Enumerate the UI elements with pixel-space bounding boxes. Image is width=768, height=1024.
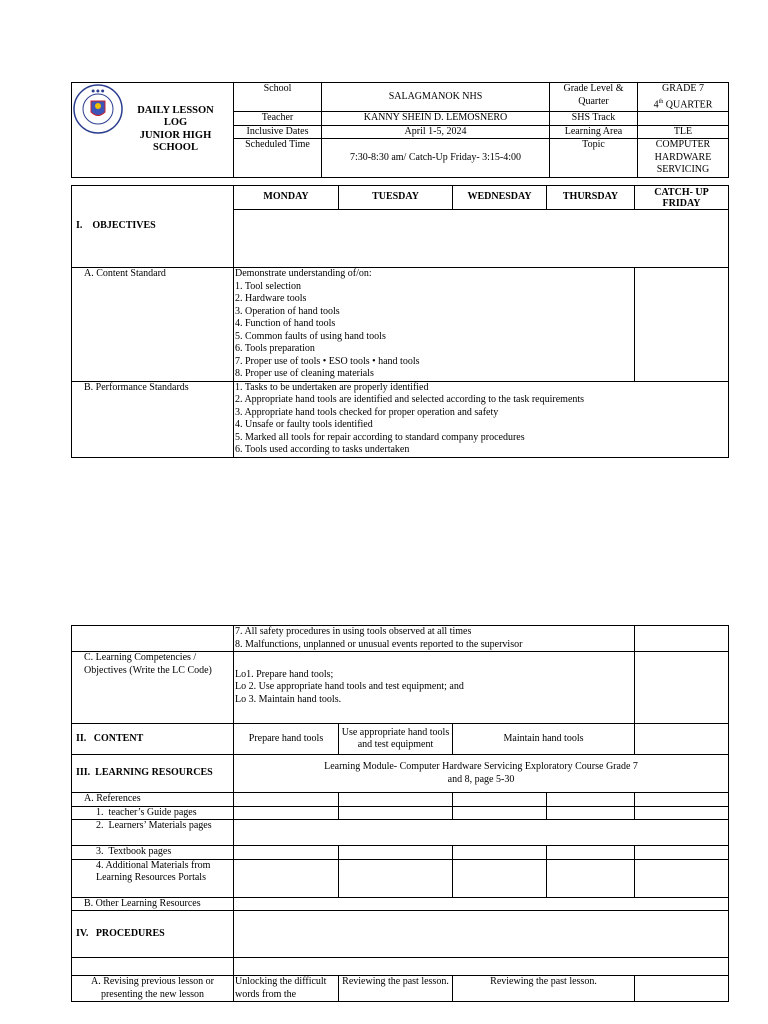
additional-thu — [547, 859, 635, 897]
objectives-heading: I. OBJECTIVES — [72, 186, 234, 268]
continuation-table — [71, 625, 729, 1002]
content-standard-item: 6. Tools preparation — [235, 343, 315, 354]
day-monday: MONDAY — [234, 186, 339, 210]
objectives-table — [71, 185, 729, 458]
lc-item: Lo 3. Maintain hand tools. — [235, 693, 342, 705]
performance-item: 1. Tasks to be undertaken are properly identified — [235, 381, 429, 393]
lc-item: Lo1. Prepare hand tools; — [235, 668, 334, 680]
day-friday: CATCH- UP FRIDAY — [635, 186, 729, 210]
topic-label: Topic — [550, 139, 638, 178]
references-fri — [635, 793, 729, 807]
procedures-heading: IV. PROCEDURES — [72, 911, 234, 958]
content-standard-label: A. Content Standard — [72, 268, 234, 382]
tg-tue — [339, 806, 453, 820]
textbook-mon — [234, 846, 339, 860]
grade-quarter-suffix: th — [658, 98, 664, 105]
additional-fri — [635, 859, 729, 897]
tg-fri — [635, 806, 729, 820]
textbook-thu — [547, 846, 635, 860]
performance-standards-label: B. Performance Standards — [72, 381, 234, 457]
school-value: SALAGMANOK NHS — [322, 83, 550, 112]
area-value: TLE — [638, 125, 729, 139]
references-wed — [453, 793, 547, 807]
content-standard-friday — [635, 268, 729, 382]
time-value: 7:30-8:30 am/ Catch-Up Friday- 3:15-4:00 — [322, 139, 550, 178]
title-line-3: JUNIOR HIGH — [139, 129, 212, 141]
tg-wed — [453, 806, 547, 820]
grade-value — [638, 83, 729, 112]
grade-value-line-1: GRADE 7 — [662, 83, 704, 94]
content-standard-item: 8. Proper use of cleaning materials — [235, 368, 374, 379]
performance-item: 3. Appropriate hand tools checked for proper operation and safety — [235, 406, 499, 418]
track-value — [638, 112, 729, 126]
performance-item: 8. Malfunctions, unplanned or unusual events reported to the supervisor — [235, 638, 523, 650]
procedures-spacer — [72, 958, 234, 976]
lm-label: 2. Learners’ Materials pages — [72, 820, 234, 846]
content-wed-thu: Maintain hand tools — [453, 724, 635, 755]
references-mon — [234, 793, 339, 807]
content-friday — [635, 724, 729, 755]
lm-value — [234, 820, 729, 846]
procedures-spacer-value — [234, 958, 729, 976]
title-cell — [72, 83, 234, 178]
performance-item: 7. All safety procedures in using tools observed at all times — [235, 626, 472, 637]
performance-cont-list — [234, 626, 635, 652]
other-resources-value — [234, 897, 729, 911]
revising-label: A. Revising previous lesson or presenting the new lesson — [72, 976, 234, 1002]
performance-item: 4. Unsafe or faulty tools identified — [235, 419, 373, 430]
grade-quarter-text: QUARTER — [663, 98, 713, 110]
tg-thu — [547, 806, 635, 820]
additional-tue — [339, 859, 453, 897]
perf-cont-label — [72, 626, 234, 652]
additional-label: 4. Additional Materials from Learning Resources Portals — [72, 859, 234, 897]
content-monday: Prepare hand tools — [234, 724, 339, 755]
day-wednesday: WEDNESDAY — [453, 186, 547, 210]
performance-item: 5. Marked all tools for repair according to standard company procedures — [235, 431, 525, 443]
content-standard-item: Demonstrate understanding of/on: — [235, 268, 372, 279]
additional-mon — [234, 859, 339, 897]
content-standard-item: 3. Operation of hand tools — [235, 305, 340, 317]
resources-module: Learning Module- Computer Hardware Servicing Exploratory Course Grade 7 and 8, page 5-30 — [234, 755, 729, 793]
grade-quarter-number: 4 — [653, 98, 659, 110]
day-thursday: THURSDAY — [547, 186, 635, 210]
performance-item: 6. Tools used according to tasks undertaken — [235, 444, 410, 455]
perf-cont-friday — [635, 626, 729, 652]
textbook-label: 3. Textbook pages — [72, 846, 234, 860]
content-standard-item: 5. Common faults of using hand tools — [235, 330, 386, 342]
header-table — [71, 82, 729, 178]
textbook-wed — [453, 846, 547, 860]
content-standard-item: 2. Hardware tools — [235, 293, 307, 304]
lc-friday — [635, 652, 729, 724]
lc-item: Lo 2. Use appropriate hand tools and test equipment; and — [235, 681, 464, 693]
textbook-fri — [635, 846, 729, 860]
dates-value: April 1-5, 2024 — [322, 125, 550, 139]
title-line-1: DAILY LESSON — [137, 104, 214, 116]
procedures-blank — [234, 911, 729, 958]
objectives-blank — [234, 210, 729, 268]
performance-item: 2. Appropriate hand tools are identified and selected according to the task requirements — [235, 394, 585, 405]
references-label: A. References — [72, 793, 234, 807]
revising-monday: Unlocking the difficult words from the — [234, 976, 339, 1002]
content-standard-item: 1. Tool selection — [235, 280, 302, 292]
revising-tuesday: Reviewing the past lesson. — [339, 976, 453, 1002]
area-label: Learning Area — [550, 125, 638, 139]
lc-label: C. Learning Competencies / Objectives (Write the LC Code) — [72, 652, 234, 724]
title-line-2: LOG — [163, 117, 188, 129]
dates-label: Inclusive Dates — [234, 125, 322, 139]
content-tuesday: Use appropriate hand tools and test equipment — [339, 724, 453, 755]
grade-label: Grade Level & Quarter — [550, 83, 638, 112]
content-standard-item: 4. Function of hand tools — [235, 318, 336, 329]
grade-value-line-2 — [640, 96, 726, 112]
references-tue — [339, 793, 453, 807]
content-standard-list — [234, 268, 635, 382]
revising-friday — [635, 976, 729, 1002]
tg-label: 1. teacher’s Guide pages — [72, 806, 234, 820]
additional-wed — [453, 859, 547, 897]
lc-list — [234, 652, 635, 724]
content-heading: II. CONTENT — [72, 724, 234, 755]
references-thu — [547, 793, 635, 807]
topic-value: COMPUTER HARDWARE SERVICING — [638, 139, 729, 178]
revising-wed-thu: Reviewing the past lesson. — [453, 976, 635, 1002]
day-tuesday: TUESDAY — [339, 186, 453, 210]
resources-heading: III. LEARNING RESOURCES — [72, 755, 234, 793]
track-label: SHS Track — [550, 112, 638, 126]
time-label: Scheduled Time — [234, 139, 322, 178]
tg-mon — [234, 806, 339, 820]
teacher-value: KANNY SHEIN D. LEMOSNERO — [322, 112, 550, 126]
teacher-label: Teacher — [234, 112, 322, 126]
textbook-tue — [339, 846, 453, 860]
school-label: School — [234, 83, 322, 112]
title-line-4: SCHOOL — [153, 142, 198, 154]
other-resources-label: B. Other Learning Resources — [72, 897, 234, 911]
svg-text:● ● ●: ● ● ● — [91, 88, 105, 93]
content-standard-item: 7. Proper use of tools • ESO tools • hand tools — [235, 355, 420, 367]
performance-standards-list — [234, 381, 729, 457]
